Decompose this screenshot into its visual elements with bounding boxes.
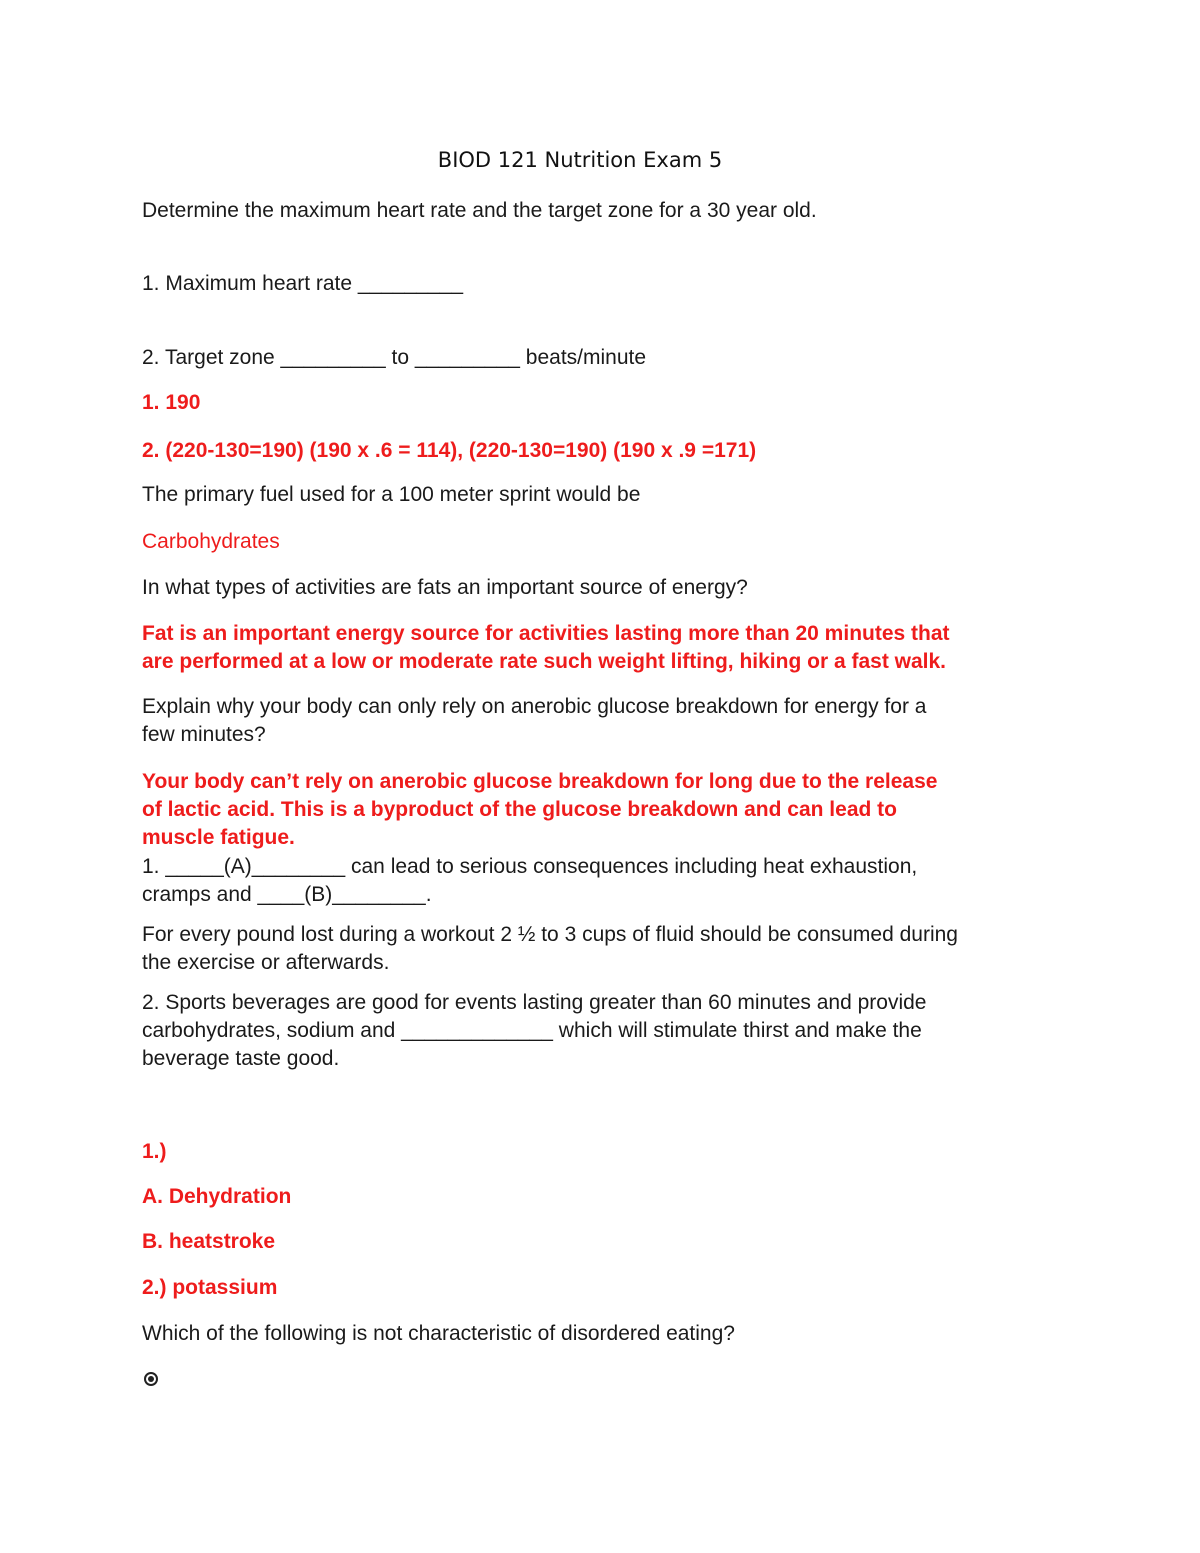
answer-fat-energy-line1: Fat is an important energy source for activities lasting more than 20 minutes that <box>142 622 950 645</box>
answer-a-dehydration: A. Dehydration <box>142 1185 292 1208</box>
answer-anerobic-line1: Your body can’t rely on anerobic glucose breakdown for long due to the release <box>142 770 938 793</box>
question-max-heart-rate: 1. Maximum heart rate _________ <box>142 272 464 295</box>
question-disordered-eating: Which of the following is not characteristic of disordered eating? <box>142 1322 735 1345</box>
question-sports-beverages-line1: 2. Sports beverages are good for events lasting greater than 60 minutes and provide <box>142 991 927 1014</box>
page-title: BIOD 121 Nutrition Exam 5 <box>437 148 723 172</box>
answer-potassium: 2.) potassium <box>142 1276 278 1299</box>
question-sprint-fuel: The primary fuel used for a 100 meter sprint would be <box>142 483 641 506</box>
question-sports-beverages-line2: carbohydrates, sodium and _____________ which will stimulate thirst and make the <box>142 1019 922 1042</box>
question-fat-energy: In what types of activities are fats an important source of energy? <box>142 576 748 599</box>
question-dehydration-line1: 1. _____(A)________ can lead to serious consequences including heat exhaustion, <box>142 855 918 878</box>
answer-fat-energy-line2: are performed at a low or moderate rate such weight lifting, hiking or a fast walk. <box>142 650 947 673</box>
question-anerobic-line1: Explain why your body can only rely on anerobic glucose breakdown for energy for a <box>142 695 927 718</box>
fluid-paragraph-line1: For every pound lost during a workout 2 ½ to 3 cups of fluid should be consumed during <box>142 923 958 946</box>
answer-heading-1: 1.) <box>142 1140 167 1163</box>
question-sports-beverages-line3: beverage taste good. <box>142 1047 340 1070</box>
answer-sprint-fuel: Carbohydrates <box>142 530 280 553</box>
intro-text: Determine the maximum heart rate and the target zone for a 30 year old. <box>142 199 817 222</box>
question-dehydration-line2: cramps and ____(B)________. <box>142 883 432 906</box>
answer-anerobic-line3: muscle fatigue. <box>142 826 295 849</box>
question-target-zone: 2. Target zone _________ to _________ beats/minute <box>142 346 647 369</box>
fluid-paragraph-line2: the exercise or afterwards. <box>142 951 390 974</box>
answer-b-heatstroke: B. heatstroke <box>142 1230 276 1253</box>
question-anerobic-line2: few minutes? <box>142 723 266 746</box>
answer-anerobic-line2: of lactic acid. This is a byproduct of the glucose breakdown and can lead to <box>142 798 897 821</box>
answer-target-zone: 2. (220-130=190) (190 x .6 = 114), (220-130=190) (190 x .9 =171) <box>142 439 757 462</box>
answer-max-heart-rate: 1. 190 <box>142 391 201 414</box>
radio-option-icon[interactable] <box>144 1372 158 1386</box>
